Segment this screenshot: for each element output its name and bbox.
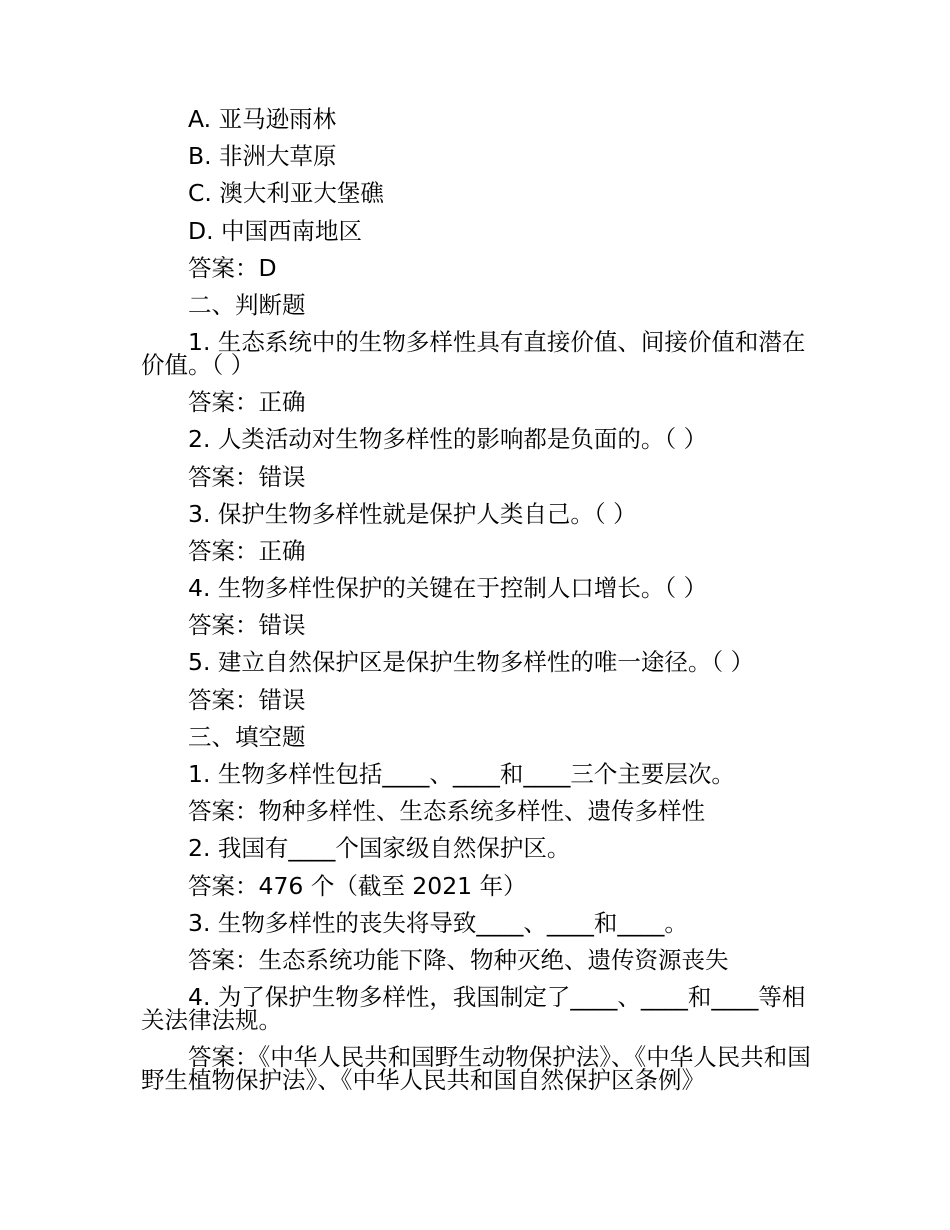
fill-question-3: 3. 生物多样性的丧失将导致____、____和____。 (188, 908, 688, 937)
judgment-question-3: 3. 保护生物多样性就是保护人类自己。（ ） (188, 499, 637, 528)
document-body (141, 101, 816, 1099)
answer-line: 答案：生态系统功能下降、物种灭绝、遗传资源丧失 (188, 945, 729, 974)
fill-question-1: 1. 生物多样性包括____、____和____三个主要层次。 (188, 760, 735, 788)
answer-line: 答案：476 个（截至 2021 年） (188, 871, 527, 900)
option-a: A. 亚马逊雨林 (188, 105, 337, 133)
answer-line: 答案：错误 (188, 685, 306, 714)
section-heading-judgment: 二、判断题 (188, 290, 306, 319)
option-b: B. 非洲大草原 (188, 142, 337, 171)
section-heading-fill-blank: 三、填空题 (188, 722, 306, 751)
judgment-question-2: 2. 人类活动对生物多样性的影响都是负面的。（ ） (188, 425, 708, 454)
answer-line: 答案：错误 (188, 462, 306, 491)
answer-line: 答案：正确 (188, 388, 306, 417)
fill-question-4: 4. 为了保护生物多样性，我国制定了____、____和____等相关法律法规。 (141, 983, 806, 1035)
option-d: D. 中国西南地区 (188, 216, 363, 245)
fill-question-2: 2. 我国有____个国家级自然保护区。 (188, 834, 571, 863)
judgment-question-4: 4. 生物多样性保护的关键在于控制人口增长。（ ） (188, 574, 708, 603)
answer-line: 答案：正确 (188, 536, 306, 565)
option-c: C. 澳大利亚大堡礁 (188, 179, 384, 208)
judgment-question-5: 5. 建立自然保护区是保护生物多样性的唯一途径。（ ） (188, 648, 755, 677)
answer-line: 答案：D (188, 253, 277, 282)
judgment-question-1: 1. 生态系统中的生物多样性具有直接价值、间接价值和潜在价值。（ ） (141, 328, 806, 380)
answer-line: 答案：物种多样性、生态系统多样性、遗传多样性 (188, 797, 705, 826)
answer-line: 答案：错误 (188, 611, 306, 640)
answer-line: 答案：《中华人民共和国野生动物保护法》、《中华人民共和国野生植物保护法》、《中华人民共和国自然保护区条例》 (141, 1043, 811, 1095)
